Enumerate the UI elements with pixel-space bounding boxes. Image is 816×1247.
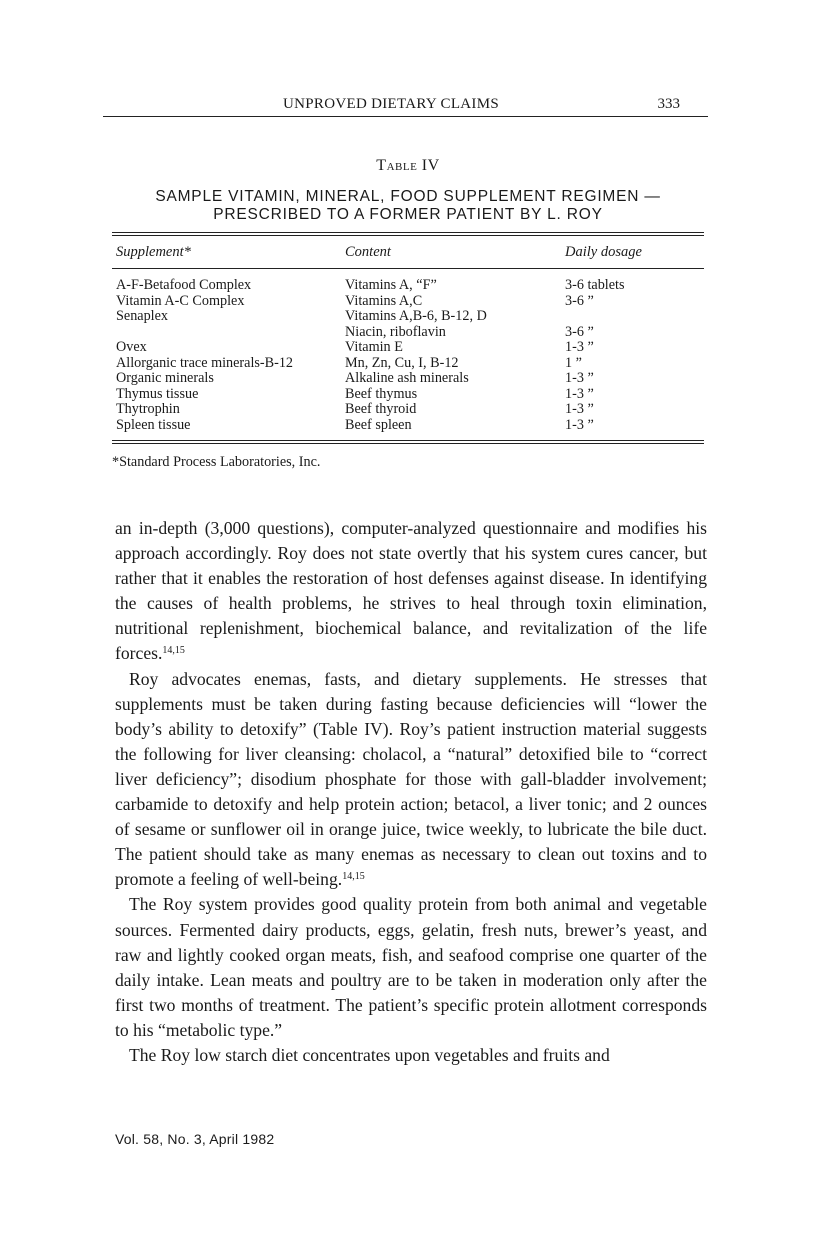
- cell-dosage: 1-3 ”: [565, 385, 594, 402]
- cell-content: Vitamin E: [345, 339, 403, 355]
- table-row: [112, 309, 704, 325]
- cell-dosage: 1 ”: [565, 354, 582, 371]
- cell-dosage: 3-6 ”: [565, 292, 594, 309]
- cell-supplement: Spleen tissue: [116, 416, 191, 433]
- journal-folio: Vol. 58, No. 3, April 1982: [115, 1131, 275, 1147]
- cell-supplement: Senaplex: [116, 308, 169, 324]
- table-row: [112, 402, 704, 418]
- cell-supplement: Thytrophin: [116, 401, 180, 417]
- paragraph: [115, 1043, 707, 1068]
- reference-superscript: 14,15: [342, 871, 365, 883]
- cell-supplement: Organic minerals: [116, 370, 214, 386]
- header-rule: [103, 116, 708, 117]
- table-label-text: Table IV: [376, 157, 440, 174]
- cell-dosage: 3-6 ”: [565, 323, 594, 340]
- cell-content: Vitamins A,C: [345, 292, 423, 309]
- cell-dosage: 1-3 ”: [565, 339, 594, 355]
- cell-content: Alkaline ash minerals: [345, 370, 469, 386]
- paragraph: [115, 667, 707, 893]
- cell-content: Vitamins A, “F”: [345, 277, 437, 293]
- paragraph-text: an in-depth (3,000 questions), computer-analyzed questionnaire and modifies his approach accordingly. Roy does not state overtly that his system cures cancer, but rather that it enables the restoration of host defenses against disease. In identifying the causes of health problems, he strives to heal through toxin elimination, nutritional replenishment, biochemical balance, and revitalization of the life forces.: [115, 518, 707, 664]
- cell-content: Mn, Zn, Cu, I, B-12: [345, 354, 459, 371]
- paragraph-text: The Roy system provides good quality protein from both animal and vegetable sources. Fermented dairy products, eggs, gelatin, fresh nuts, brewer’s yeast, and raw and lightly cooked organ meats, fish, and seafood comprise one quarter of the daily intake. Lean meats and poultry are to be taken in moderation only after the first two months of treatment. The patient’s specific protein allotment corresponds to his “metabolic type.”: [115, 894, 707, 1040]
- header-supplement: Supplement*: [116, 244, 191, 260]
- table-footnote: *Standard Process Laboratories, Inc.: [112, 454, 321, 470]
- running-head: [103, 96, 708, 118]
- table-row: [112, 371, 704, 387]
- reference-superscript: 14,15: [162, 645, 185, 657]
- table-row: [112, 356, 704, 372]
- table-row: [112, 340, 704, 356]
- cell-dosage: 1-3 ”: [565, 416, 594, 433]
- table-caption-line-1: SAMPLE VITAMIN, MINERAL, FOOD SUPPLEMENT REGIMEN —: [155, 188, 661, 205]
- table-caption-line-2: PRESCRIBED TO A FORMER PATIENT BY L. ROY: [213, 206, 603, 223]
- header-daily-dosage: Daily dosage: [565, 244, 642, 260]
- supplement-table: [112, 232, 704, 471]
- cell-supplement: Vitamin A-C Complex: [116, 292, 245, 309]
- paragraph: [115, 516, 707, 667]
- table-row: [112, 325, 704, 341]
- paragraph-text: The Roy low starch diet concentrates upon vegetables and fruits and: [129, 1044, 610, 1065]
- header-content: Content: [345, 244, 391, 260]
- cell-supplement: A-F-Betafood Complex: [116, 277, 252, 293]
- table-bottom-rule: [112, 440, 704, 444]
- body-text: [115, 516, 707, 1068]
- cell-dosage: 1-3 ”: [565, 401, 594, 417]
- cell-supplement: Allorganic trace minerals-B-12: [116, 354, 294, 371]
- cell-dosage: 3-6 tablets: [565, 277, 625, 293]
- cell-content: Beef thyroid: [345, 401, 417, 417]
- paragraph-text: Roy advocates enemas, fasts, and dietary supplements. He stresses that supplements must be taken during fasting because deficiencies will “lower the body’s ability to detoxify” (Table IV). Roy’s patient instruction material suggests the following for liver cleansing: cholacol, a “natural” detoxified bile to “correct liver deficiency”; disodium phosphate for those with gall-bladder involvement; carbamide to detoxify and help protein action; betacol, a liver tonic; and 2 ounces of sesame or sunflower oil in orange juice, twice weekly, to lubricate the bile duct. The patient should take as many enemas as necessary to clean out toxins and to promote a feeling of well-being.: [115, 668, 707, 890]
- cell-content: Beef thymus: [345, 385, 418, 402]
- page-number: 333: [657, 96, 680, 112]
- table-row: [112, 387, 704, 403]
- paragraph: [115, 892, 707, 1043]
- cell-supplement: Thymus tissue: [116, 385, 199, 402]
- table-row: [112, 418, 704, 434]
- table-caption: [112, 188, 704, 224]
- table-row: [112, 294, 704, 310]
- cell-content: Beef spleen: [345, 416, 412, 433]
- table-label: [0, 157, 816, 175]
- table-body: [112, 269, 704, 440]
- cell-supplement: Ovex: [116, 339, 147, 355]
- cell-content: Niacin, riboflavin: [345, 323, 446, 340]
- running-head-title: UNPROVED DIETARY CLAIMS: [283, 96, 499, 112]
- table-row: [112, 278, 704, 294]
- cell-content: Vitamins A,B-6, B-12, D: [345, 308, 487, 324]
- table-header-row: [112, 236, 704, 268]
- cell-dosage: 1-3 ”: [565, 370, 594, 386]
